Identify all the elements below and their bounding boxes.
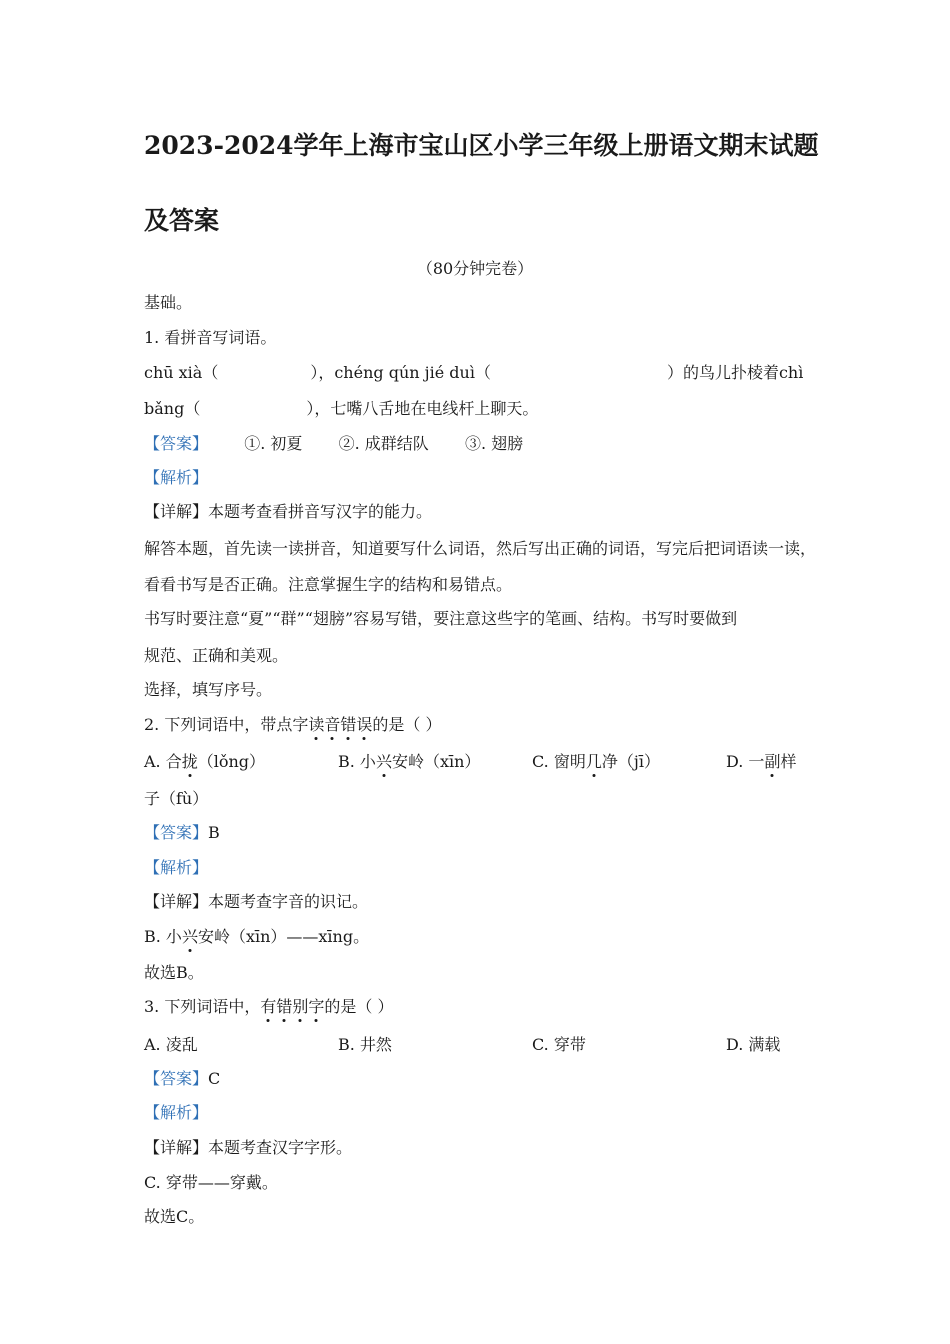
q1-paragraph-1b: 看看书写是否正确。注意掌握生字的结构和易错点。: [144, 575, 513, 594]
q1-answer-item-1: ①. 初夏: [244, 434, 303, 453]
q3-option-a: A. 凌乱: [144, 1035, 198, 1054]
q2-stem-end: 的是（ ）: [372, 715, 442, 734]
q3-conclusion: 故选C。: [144, 1207, 205, 1226]
q1-pinyin-line2: [144, 399, 538, 419]
document-title-line1: 2023-2024学年上海市宝山区小学三年级上册语文期末试题: [144, 131, 819, 160]
q1-pinyin-c: ）的鸟儿扑棱着chì: [666, 363, 804, 382]
q2-dotted-char-1: 读: [308, 715, 325, 734]
q3-answer-row: [144, 1069, 220, 1089]
q1-answer-item-2: ②. 成群结队: [338, 434, 429, 453]
q1-pinyin-line1: [144, 363, 803, 383]
q1-pinyin-a: chū xià（: [144, 363, 219, 382]
q1-paragraph-2b: 规范、正确和美观。: [144, 646, 289, 665]
q2-explanation: B. 小兴安岭（xīn）——xīng。: [144, 927, 370, 946]
q3-dotted-char-2: 错: [276, 997, 293, 1016]
q2-answer-row: [144, 823, 220, 843]
q2-option-b: B. 小兴安岭（xīn）: [338, 752, 481, 771]
q1-answer-item-3: ③. 翅膀: [464, 434, 524, 453]
q1-paragraph-1a: 解答本题，首先读一读拼音，知道要写什么词语，然后写出正确的词语，写完后把词语读一读，: [144, 539, 817, 558]
q1-pinyin-b: ），chéng qún jié duì（: [310, 363, 491, 382]
q2-option-a: A. 合拢（lǒng）: [144, 752, 266, 771]
q3-answer-value: C: [208, 1069, 221, 1088]
q1-analysis-label: 【解析】: [144, 468, 209, 487]
q3-stem-start: 3. 下列词语中，: [144, 997, 261, 1016]
q1-answer-label: 【答案】: [144, 434, 209, 453]
q3-explanation: C. 穿带——穿戴。: [144, 1173, 278, 1192]
q1-answer-row: [144, 434, 523, 454]
q3-dotted-char-4: 字: [308, 997, 325, 1016]
q3-stem-end: 的是（ ）: [324, 997, 394, 1016]
q3-stem: [144, 997, 394, 1017]
q3-analysis-label: 【解析】: [144, 1103, 209, 1122]
q2-answer-value: B: [208, 823, 220, 842]
q3-option-b: B. 井然: [338, 1035, 392, 1054]
q2-dotted-char-3: 错: [340, 715, 357, 734]
q3-detail: 【详解】本题考查汉字字形。: [144, 1138, 353, 1157]
q2-stem: [144, 715, 442, 735]
q2-answer-label: 【答案】: [144, 823, 209, 842]
q2-detail: 【详解】本题考查字音的识记。: [144, 892, 369, 911]
exam-duration: （80分钟完卷）: [416, 259, 534, 278]
q1-stem: 1. 看拼音写词语。: [144, 328, 277, 347]
q1-detail: 【详解】本题考查看拼音写汉字的能力。: [144, 502, 433, 521]
document-title-line2: 及答案: [144, 206, 220, 235]
q3-dotted-char-3: 别: [292, 997, 309, 1016]
q1-pinyin-d: bǎng（: [144, 399, 201, 418]
q2-options-row: [0, 752, 950, 772]
q3-options-row: [0, 1035, 950, 1055]
q3-option-d: D. 满载: [726, 1035, 781, 1054]
q2-option-d-continued: 子（fù）: [144, 789, 209, 808]
q2-option-d: D. 一副样: [726, 752, 797, 771]
q2-dotted-char-4: 误: [356, 715, 373, 734]
q2-dotted-char-2: 音: [324, 715, 341, 734]
q2-stem-start: 2. 下列词语中，带点字: [144, 715, 309, 734]
q1-pinyin-e: ），七嘴八舌地在电线杆上聊天。: [306, 399, 539, 418]
q3-option-c: C. 穿带: [532, 1035, 586, 1054]
q2-option-c: C. 窗明几净（jī）: [532, 752, 660, 771]
section-heading-basics: 基础。: [144, 293, 193, 312]
q2-analysis-label: 【解析】: [144, 858, 209, 877]
q1-paragraph-2a: 书写时要注意“夏”“群”“翅膀”容易写错，要注意这些字的笔画、结构。书写时要做到: [144, 609, 738, 628]
q2-conclusion: 故选B。: [144, 963, 204, 982]
section-heading-choice: 选择，填写序号。: [144, 680, 273, 699]
q3-dotted-char-1: 有: [260, 997, 277, 1016]
q3-answer-label: 【答案】: [144, 1069, 209, 1088]
